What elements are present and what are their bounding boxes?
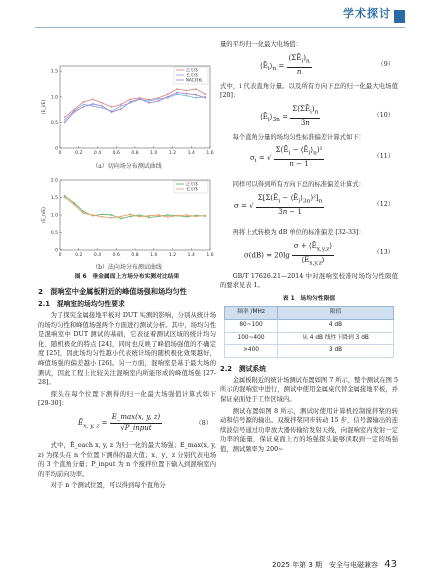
y-tick-label: 1.5: [50, 69, 58, 75]
data-point: [64, 116, 66, 118]
figure-title: 图 6 垂金属面上方场分布实测对比结果: [74, 274, 180, 280]
x-tick-label: 0.8: [131, 253, 139, 258]
data-point: [186, 216, 188, 218]
y-tick-label: 0.5: [50, 120, 58, 126]
data-point: [73, 111, 75, 113]
series-line: [65, 94, 206, 120]
legend-label: 正方体: [186, 181, 198, 187]
y-tick-label: 2.0: [50, 178, 58, 184]
subsection-heading-2-2: 2.2 测试系统: [220, 364, 267, 373]
section-heading: 2 混响室中金属板附近的峰值场强和场均匀性: [38, 287, 187, 296]
data-point: [120, 218, 122, 220]
paragraph: 为了探究金属接地平板对 DUT 实测的影响，分别从统计场的场均匀性和峰值场强两个方面进行测试分析。其中，场均匀性是混响室中 DUT 测试的基础，它表征着测试区域的统计均匀化、随机极化的特点 [24]，同时也反映了峰值场强值的不确定度 [25]，因此场均匀性越小代表统计场的随机极化效果越好，峰值场强的偏差越小 [26]。另一方面，混响室是基于最大场的测试，因此工程上比较关注混响室内所能形成的峰值场强 [27-28]。: [38, 312, 216, 387]
section-label: 学术探讨: [343, 7, 391, 20]
data-point: [64, 119, 66, 121]
paragraph: 同样可以得到所有方向下总的标准偏差计算式：: [232, 181, 365, 189]
y-tick-label: 0: [55, 248, 58, 254]
table-cell: 4 dB: [278, 319, 394, 332]
paragraph: 对于 n 个测试位置，可以得到每个直角分: [50, 482, 166, 490]
y-tick-label: 0.5: [50, 231, 58, 236]
chart-b-caption: （b）法向场分布测试曲线: [92, 264, 162, 271]
data-point: [148, 215, 150, 217]
data-point: [111, 217, 113, 219]
x-tick-label: 1.0: [150, 151, 158, 156]
table-cell: 从 4 dB 线性下降到 3 dB: [278, 332, 394, 345]
data-point: [167, 214, 169, 216]
issue-label: 2025 年第 3 期 安全与电磁兼容: [272, 561, 379, 569]
data-point: [120, 105, 122, 107]
data-point: [139, 214, 141, 216]
paragraph: 式中，i 代表直角分量。以及所有方向下总的归一化最大电场值 [20]：: [220, 82, 398, 100]
chart-a: [38, 60, 216, 160]
page-footer: [272, 560, 397, 571]
data-point: [101, 102, 103, 104]
data-point: [101, 105, 103, 107]
data-point: [186, 93, 188, 95]
data-point: [120, 104, 122, 106]
data-point: [148, 217, 150, 219]
table-cell: 80~100: [225, 319, 278, 332]
x-tick-label: 0.2: [75, 151, 83, 156]
data-point: [158, 100, 160, 102]
x-tick-label: 1.6: [206, 151, 214, 156]
data-point: [167, 93, 169, 95]
x-tick-label: 1.2: [168, 253, 177, 258]
page-number: 43: [384, 559, 397, 570]
x-tick-label: 0: [58, 253, 62, 258]
y-tick-label: 1.5: [50, 196, 58, 201]
equation-13: σ(dB) = 20lg $\frac{\sigma + ⟨Ē_{x,y,z}⟩}{⟨Ē_{x,y,z}⟩}$ （13）: [244, 241, 394, 266]
data-point: [129, 213, 131, 215]
paragraph: 探头在每个位置下测得的归一化最大场强值计算式如下 [29-30]：: [38, 390, 216, 408]
legend-label: 正方体: [186, 67, 198, 73]
x-tick-label: 0.6: [112, 253, 120, 258]
subsection-heading-2-1: 2.1 混响室的场均匀性要求: [38, 300, 125, 308]
data-point: [92, 98, 94, 100]
data-point: [176, 93, 178, 95]
data-point: [83, 106, 85, 108]
data-point: [73, 202, 75, 204]
series-line: [65, 198, 206, 218]
data-point: [186, 90, 188, 92]
data-point: [120, 216, 122, 218]
data-point: [83, 212, 85, 214]
paragraph: 测试布置如图 8 所示，测试时使用计算机控制搅拌桨的转动和信号源的输出。双搅拌桨同步转动 15 步，信号源输出的连续波信号通过功率放大器传输给发射天线，向混响室内发射一定功率的能量，保证桌面上方的场强探头能够读取到一定的场强值，测试频率为 200~: [220, 407, 398, 453]
x-tick-label: 0: [58, 151, 62, 156]
data-point: [64, 195, 66, 197]
data-point: [92, 214, 94, 216]
x-tick-label: 1.2: [168, 151, 177, 156]
data-point: [129, 101, 131, 103]
data-point: [204, 93, 206, 95]
table-title: 表 1 场均匀性限值: [282, 295, 336, 302]
data-point: [111, 106, 113, 108]
data-point: [129, 216, 131, 218]
data-point: [129, 98, 131, 100]
y-tick-label: 1.0: [50, 213, 58, 219]
data-point: [195, 216, 197, 218]
data-point: [111, 111, 113, 113]
x-tick-label: 0.2: [75, 253, 83, 258]
limits-table: [224, 306, 394, 357]
legend-label: NAC样机: [186, 77, 203, 83]
data-point: [92, 103, 94, 105]
paragraph: 式中，Ē_each x, y, z 为归一化的最大场强；E_max(x, y, z) 为探头在 n 个位置下测得的最大值；x、y、z 分别代表电场的 3 个直角分量；P_input 为 n 个搅拌位置下输入到混响室内的平均前向功率。: [38, 441, 216, 478]
data-point: [101, 107, 103, 109]
equation-number: （8）: [195, 419, 212, 427]
paragraph: 量的平均归一化最大电场值：: [220, 41, 302, 48]
x-tick-label: 0.4: [93, 253, 102, 258]
data-point: [120, 108, 122, 110]
data-point: [111, 214, 113, 216]
table-row: [225, 319, 394, 332]
equation-number: （13）: [373, 248, 394, 256]
equation-number: （10）: [373, 111, 394, 119]
data-point: [204, 97, 206, 99]
data-point: [83, 104, 85, 106]
data-point: [167, 96, 169, 98]
equation-12: σ = √ $\frac{\Sigma[\Sigma(Ē_i - ⟨Ē_i⟩_{3n})^2]_n}{3n - 1}$ （12）: [234, 193, 394, 216]
x-tick-label: 1.0: [150, 253, 158, 258]
equation-11: $\sigma_i$ = √ $\frac{\Sigma(Ē_i - ⟨Ē_i⟩_n)^2}{n - 1}$ （11）: [250, 146, 394, 169]
data-point: [64, 121, 66, 123]
data-point: [64, 197, 66, 199]
data-point: [148, 100, 150, 102]
data-point: [195, 94, 197, 96]
data-point: [186, 95, 188, 97]
data-point: [176, 92, 178, 94]
x-tick-label: 0.6: [112, 151, 120, 156]
x-tick-label: 1.6: [206, 253, 214, 258]
data-point: [73, 204, 75, 206]
series-line: [65, 93, 206, 123]
data-point: [176, 88, 178, 90]
data-point: [186, 214, 188, 216]
x-tick-label: 1.4: [187, 253, 195, 258]
equation-10: $⟨Ē_i⟩_{3n}$ = $\frac{\Sigma(\Sigma Ē_i)_n}{3n}$ （10）: [260, 104, 394, 127]
table-cell: >400: [225, 345, 278, 358]
data-point: [158, 214, 160, 216]
header-rule: [35, 27, 405, 28]
section-marker: [394, 10, 405, 23]
data-point: [204, 214, 206, 216]
table-row: [225, 332, 394, 345]
x-tick-label: 0.8: [131, 151, 139, 156]
table-header: 限值: [278, 307, 394, 320]
data-point: [92, 105, 94, 107]
y-axis-label: (E_i/E): [42, 99, 47, 115]
chart-a-caption: （a）切向场分布测试曲线: [92, 163, 162, 170]
legend-label: 长方体: [186, 72, 198, 78]
y-tick-label: 1.0: [50, 95, 58, 101]
table-cell: 3 dB: [278, 345, 394, 358]
equation-number: （11）: [373, 153, 394, 161]
data-point: [195, 97, 197, 99]
data-point: [176, 215, 178, 217]
data-point: [195, 88, 197, 90]
paragraph: 金属板附近的统计场测试布置如图 7 所示，整个测试在图 5 所示的混响室中进行，测试中使用金属桌代替金属接地平板，并保证桌面处于工作区域内。: [220, 376, 398, 403]
data-point: [158, 98, 160, 100]
data-point: [167, 216, 169, 218]
paragraph: 再将上式转换为 dB 单位的标准偏差 [32-33]：: [232, 228, 365, 236]
chart-b: [38, 174, 216, 262]
data-point: [148, 102, 150, 104]
paragraph: 每个直角分量的场均匀性标准偏差计算式如下：: [232, 133, 365, 141]
equation-9: $⟨Ē_i⟩_n$ = $\frac{(\Sigma Ē_i)_n}{n}$ （9）: [260, 53, 394, 76]
y-axis-label: (E_n/E): [42, 207, 47, 223]
data-point: [101, 216, 103, 218]
table-cell: 100~400: [225, 332, 278, 345]
equation-8: $Ē_{x, y, z}$ = $\frac{E\_\max(x, y, z)}{\text{√P\_input}}$ （8）: [78, 412, 212, 432]
data-point: [139, 98, 141, 100]
paragraph: GB/T 17626.21—2014 中对混响室校准时场均匀性限值的要求见表 1。: [220, 272, 398, 290]
right-column: [220, 40, 398, 456]
data-point: [83, 101, 85, 103]
table-header: 频率 /MHz: [225, 307, 278, 320]
data-point: [101, 213, 103, 215]
y-tick-label: 0: [55, 146, 58, 152]
data-point: [139, 216, 141, 218]
x-tick-label: 0.4: [93, 151, 102, 156]
left-column: [38, 283, 216, 493]
legend-label: 长方体: [186, 186, 198, 192]
equation-number: （9）: [377, 60, 394, 68]
table-row: [225, 345, 394, 358]
equation-number: （12）: [373, 200, 394, 208]
x-tick-label: 1.4: [187, 151, 195, 156]
